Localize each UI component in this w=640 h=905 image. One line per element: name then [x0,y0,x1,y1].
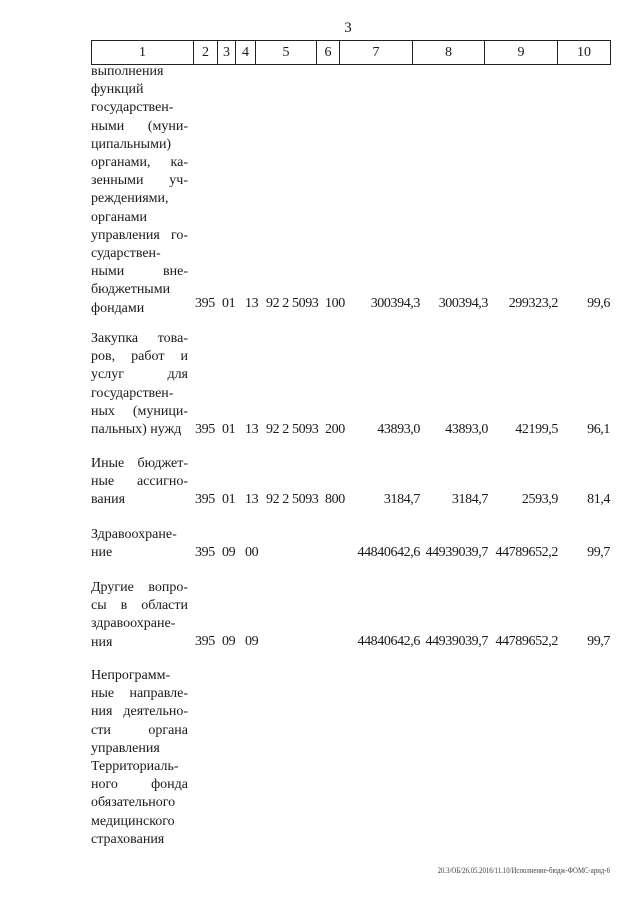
cell-c4: 09 [245,634,259,649]
row-label-line: Здравоохране- [91,527,177,542]
row-label [91,667,188,849]
row-label-line: услуг для [91,367,188,383]
cell-c5: 92 2 5093 [266,492,319,507]
row-label-line: управления [91,740,160,756]
page-number: 3 [344,20,352,36]
row-label-line: ров, работ и [91,349,188,365]
cell-c8: 300394,3 [438,296,488,311]
row-label-line: Закупка това- [91,331,188,346]
header-col-10: 10 [577,45,591,60]
cell-c10: 96,1 [587,422,610,437]
row-label-line: сы в области [91,598,188,614]
cell-c2: 395 [195,422,215,437]
row-label-line: бюджетными [91,282,171,298]
cell-c9: 44789652,2 [495,634,558,649]
cell-c7: 3184,7 [383,492,420,507]
cell-c9: 299323,2 [508,296,558,311]
cell-c9: 2593,9 [521,492,558,507]
row-label-line: медицинского [91,813,175,829]
row-label [91,526,188,562]
row-label-line: ния деятельно- [91,704,188,720]
cell-c10: 99,7 [587,545,610,560]
row-label-line: ных (муници- [91,403,188,419]
cell-c7: 43893,0 [377,422,420,437]
cell-c6: 100 [325,296,345,311]
row-label-line: сударствен- [91,246,161,262]
row-label-line: ные направле- [91,686,188,702]
row-label [91,455,188,510]
cell-c3: 01 [222,422,236,437]
row-label-line: фондами [91,300,145,316]
cell-c8: 3184,7 [451,492,488,507]
cell-c7: 300394,3 [370,296,420,311]
header-col-1: 1 [92,41,194,64]
cell-c3: 01 [222,492,236,507]
header-col-5: 5 [256,41,317,64]
header-col-2: 2 [194,41,218,64]
row-label-line: ного фонда [91,777,188,793]
row-label-line: ные ассигно- [91,474,188,490]
cell-c8: 43893,0 [445,422,488,437]
header-col-8: 8 [413,41,485,64]
cell-c4: 00 [245,545,259,560]
row-label-line: функций [91,82,144,98]
row-label [91,579,188,652]
row-label-line: пальных) нужд [91,422,182,438]
row-label-line: сти органа [91,722,188,738]
cell-c10: 99,6 [587,296,610,311]
row-label-line: вания [91,492,126,508]
cell-c9: 44789652,2 [495,545,558,560]
cell-c7: 44840642,6 [357,634,420,649]
row-label-line: выполнения [91,64,164,79]
row-label-line: ципальными) [91,136,172,152]
cell-c4: 13 [245,422,259,437]
header-col-7: 7 [340,41,413,64]
row-label-line: Иные бюджет- [91,456,188,471]
header-col-6: 6 [317,41,340,64]
cell-c7: 44840642,6 [357,545,420,560]
row-label-line: зенными уч- [91,173,188,189]
row-label-line: Другие вопро- [91,580,188,595]
cell-c10: 99,7 [587,634,610,649]
cell-c4: 13 [245,296,259,311]
row-label-line: ными вне- [91,264,188,280]
row-label-line: Непрограмм- [91,668,171,683]
cell-c8: 44939039,7 [425,545,488,560]
cell-c9: 42199,5 [515,422,558,437]
cell-c3: 09 [222,634,236,649]
row-label-line: здравоохране- [91,616,176,632]
cell-c4: 13 [245,492,259,507]
row-label-line: страхования [91,831,165,847]
cell-c2: 395 [195,492,215,507]
row-label-line: обязательного [91,795,176,811]
cell-c2: 395 [195,634,215,649]
cell-c6: 200 [325,422,345,437]
cell-c5: 92 2 5093 [266,422,319,437]
cell-c10: 81,4 [587,492,610,507]
cell-c3: 09 [222,545,236,560]
row-label-line: управления го- [91,227,188,243]
table-header-row [91,40,611,65]
header-col-9: 9 [485,41,558,64]
cell-c8: 44939039,7 [425,634,488,649]
cell-c5: 92 2 5093 [266,296,319,311]
row-label-line: реждениями, [91,191,169,207]
header-col-4: 4 [236,41,256,64]
row-label [91,330,188,439]
row-label [91,63,188,318]
row-label-line: органами, ка- [91,155,188,171]
cell-c6: 800 [325,492,345,507]
row-label-line: ния [91,634,113,650]
row-label-line: ние [91,545,113,561]
row-label-line: ными (муни- [91,118,188,134]
cell-c2: 395 [195,545,215,560]
row-label-line: органами [91,209,148,225]
row-label-line: государствен- [91,385,174,401]
cell-c2: 395 [195,296,215,311]
document-footer-id: 20.3/ОБ/26.05.2016/11.10/Исполнение-бюдж-ФОМС-арид-6 [437,866,610,875]
cell-c3: 01 [222,296,236,311]
row-label-line: Территориаль- [91,759,179,775]
header-col-3: 3 [218,41,236,64]
row-label-line: государствен- [91,100,174,116]
